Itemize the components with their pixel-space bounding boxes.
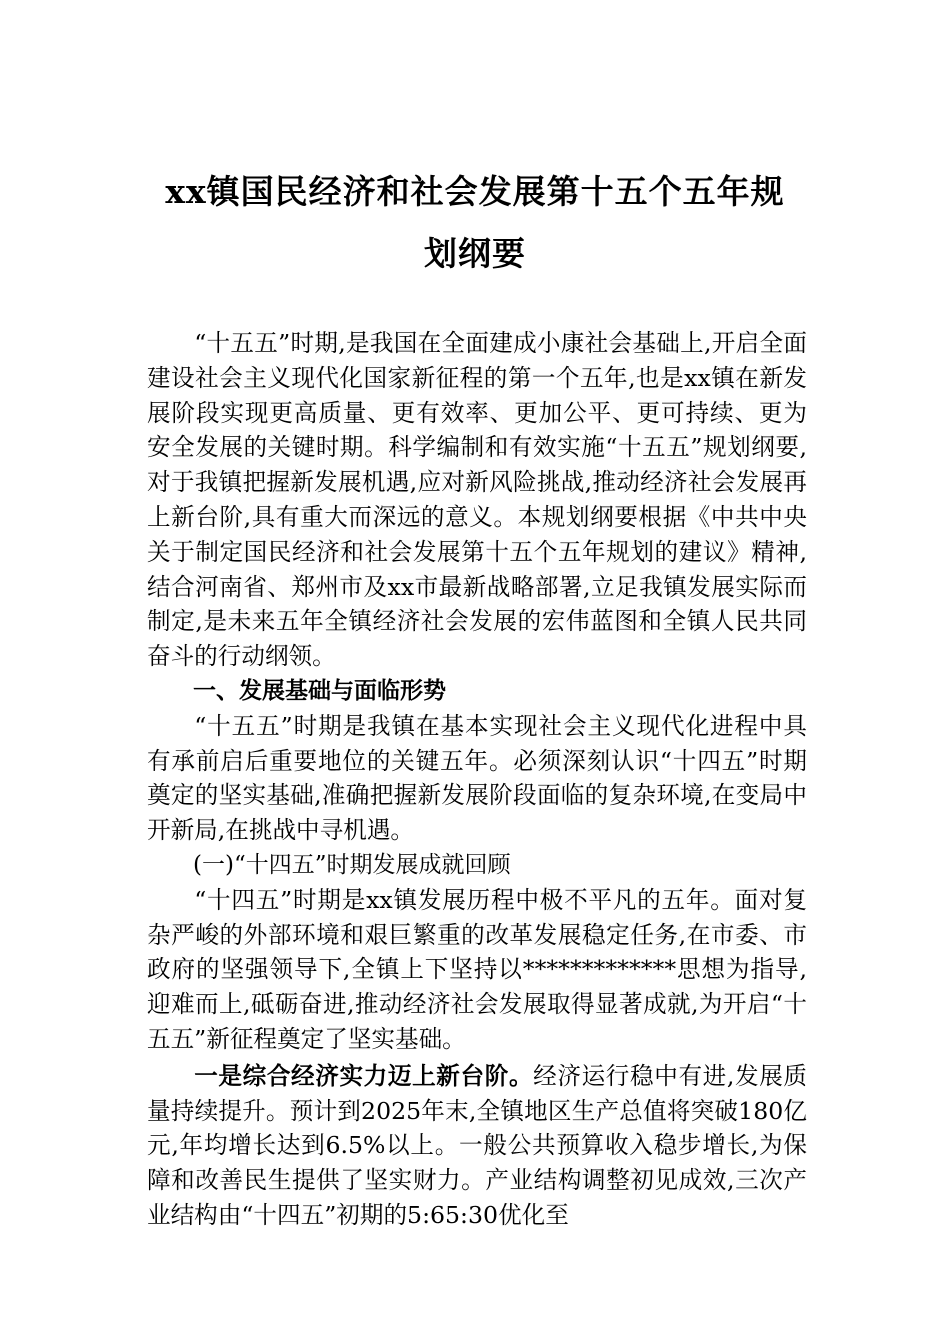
document-body: [147, 326, 807, 1233]
section-heading: 一、发展基础与面临形势: [193, 677, 446, 704]
document-title-line-2: 划纲要: [424, 234, 526, 273]
point-paragraph: [147, 1059, 807, 1233]
intro-paragraph: “十五五”时期,是我国在全面建成小康社会基础上,开启全面建设社会主义现代化国家新征程的第一个五年,也是xx镇在新发展阶段实现更高质量、更有效率、更加公平、更可持续、更为安全发展的关键时期。科学编制和有效实施“十五五”规划纲要,对于我镇把握新发展机遇,应对新风险挑战,推动经济社会发展再上新台阶,具有重大而深远的意义。本规划纲要根据《中共中央关于制定国民经济和社会发展第十五个五年规划的建议》精神,结合河南省、郑州市及xx市最新战略部署,立足我镇发展实际而制定,是未来五年全镇经济社会发展的宏伟蓝图和全镇人民共同奋斗的行动纲领。: [147, 329, 807, 671]
document-title-line-1: xx镇国民经济和社会发展第十五个五年规: [165, 172, 785, 211]
point-text: 经济运行稳中有进,发展质量持续提升。预计到2025年末,全镇地区生产总值将突破180亿元,年均增长达到6.5%以上。一般公共预算收入稳步增长,为保障和改善民生提供了坚实财力。产业结构调整初见成效,三次产业结构由“十四五”初期的5:65:30优化至: [147, 1061, 808, 1229]
section-paragraph: “十五五”时期是我镇在基本实现社会主义现代化进程中具有承前启后重要地位的关键五年。必须深刻认识“十四五”时期奠定的坚实基础,准确把握新发展阶段面临的复杂环境,在变局中开新局,在挑战中寻机遇。: [147, 711, 807, 845]
subsection-heading: (一)“十四五”时期发展成就回顾: [193, 851, 511, 878]
subsection-paragraph: “十四五”时期是xx镇发展历程中极不平凡的五年。面对复杂严峻的外部环境和艰巨繁重的改革发展稳定任务,在市委、市政府的坚强领导下,全镇上下坚持以*************思想为指导,迎难而上,砥砺奋进,推动经济社会发展取得显著成就,为开启“十五五”新征程奠定了坚实基础。: [147, 885, 807, 1053]
point-lead: 一是综合经济实力迈上新台阶。: [194, 1061, 534, 1090]
